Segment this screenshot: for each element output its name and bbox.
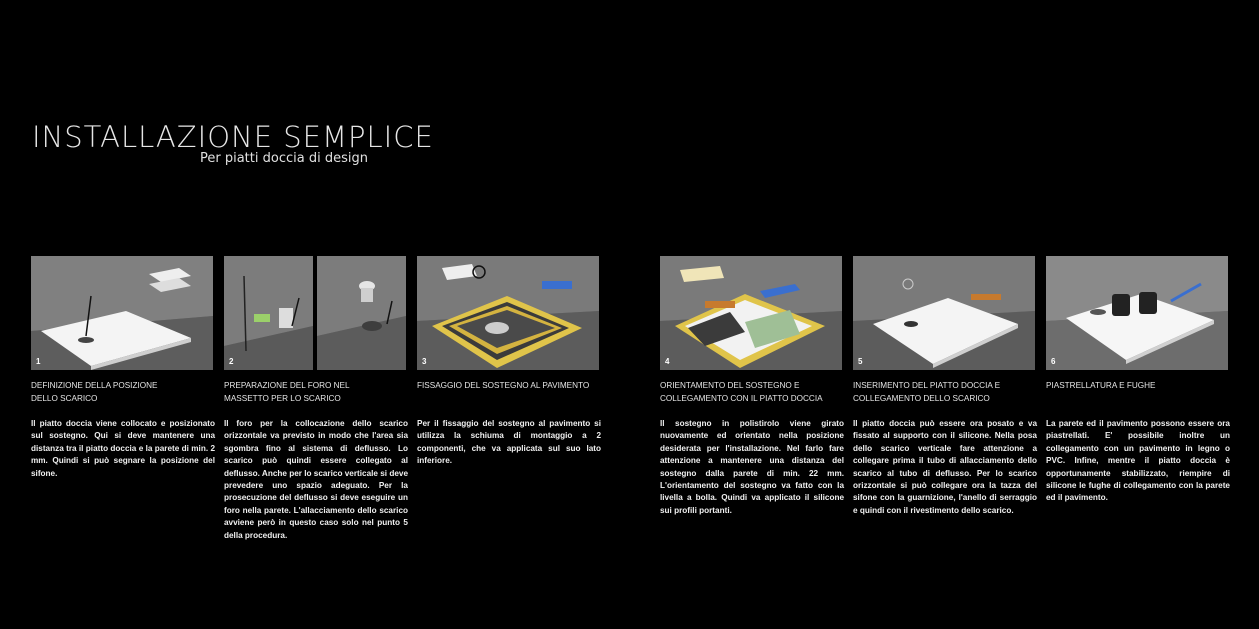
step-1-illustration [31, 256, 213, 370]
step-2-illustration-a [224, 256, 313, 370]
step-1-heading-line2: DELLO SCARICO [31, 393, 98, 403]
step-6-illustration [1046, 256, 1228, 370]
step-6-heading-line1: PIASTRELLATURA E FUGHE [1046, 381, 1156, 390]
step-4-text: Il sostegno in polistirolo viene girato nuovamente ed orientato nella posizione desiderata per l'installazione. Nel farlo fare attenzione a mantenere una distanza del sostegno dalla parete di min. 22 mm. L'orientamento del sostegno va fatto con la livella a bolla. Quindi va applicato il silicone sui profili portanti. [660, 419, 844, 515]
step-2-heading [224, 380, 409, 405]
step-2-heading-line1: PREPARAZIONE DEL FORO NEL [224, 381, 350, 390]
step-4-heading-line1: ORIENTAMENTO DEL SOSTEGNO E [660, 381, 800, 390]
page-title: INSTALLAZIONE SEMPLICE [32, 120, 434, 154]
step-1-heading [31, 380, 216, 405]
step-3-illustration [417, 256, 599, 370]
step-3-number: 3 [422, 357, 427, 366]
step-1-text: Il piatto doccia viene collocato e posizionato sul sostegno. Qui si deve mantenere una distanza tra il piatto doccia e la parete di min. 2 mm. Quindi si può segnare la posizione del sifone. [31, 419, 215, 478]
step-5-number: 5 [858, 357, 863, 366]
step-2-text: Il foro per la collocazione dello scarico orizzontale va previsto in modo che l'area sia sgombra fino al sistema di deflusso. Lo scarico può quindi essere collegato al deflusso. Anche per lo scarico verticale si deve prevedere uno spazio adeguato. Per la prosecuzione del deflusso si deve eseguire un foro nella parete. L'allacciamento dello scarico avviene però in questo caso solo nel punto 5 della procedura. [224, 419, 408, 540]
step-6-text: La parete ed il pavimento possono essere ora piastrellati. E' possibile inoltre un collegamento con un pavimento in legno o PVC. Infine, mentre il piatto doccia è opportunamente stabilizzato, riempire di silicone le fughe di collegamento con la parete ed il pavimento. [1046, 419, 1230, 503]
step-5-illustration [853, 256, 1035, 370]
step-2-illustration-b [317, 256, 406, 370]
step-5-heading-line2: COLLEGAMENTO DELLO SCARICO [853, 393, 990, 403]
step-1-heading-line1: DEFINIZIONE DELLA POSIZIONE [31, 381, 158, 390]
step-5-text: Il piatto doccia può essere ora posato e va fissato al supporto con il silicone. Nella posa dello scarico verticale fare attenzione a collegare prima il tubo di allacciamento dello scarico al tubo di deflusso. Per lo scarico orizzontale si può collegare ora la tazza del sifone con la guarnizione, l'anello di serraggio e quindi con il rivestimento dello scarico. [853, 419, 1037, 515]
page-subtitle: Per piatti doccia di design [200, 151, 368, 166]
step-1-number: 1 [36, 357, 41, 366]
step-4-illustration [660, 256, 842, 370]
step-4-heading-line2: COLLEGAMENTO CON IL PIATTO DOCCIA [660, 393, 823, 403]
step-6-number: 6 [1051, 357, 1056, 366]
step-6-heading [1046, 380, 1231, 393]
step-3-heading [417, 380, 602, 393]
step-3-heading-line1: FISSAGGIO DEL SOSTEGNO AL PAVIMENTO [417, 381, 590, 390]
step-2-number: 2 [229, 357, 234, 366]
step-3-text: Per il fissaggio del sostegno al pavimento si utilizza la schiuma di montaggio a 2 componenti, che va applicata sul suo lato inferiore. [417, 419, 601, 466]
step-4-number: 4 [665, 357, 670, 366]
step-2-heading-line2: MASSETTO PER LO SCARICO [224, 393, 341, 403]
step-4-heading [660, 380, 845, 405]
step-5-heading [853, 380, 1038, 405]
step-5-heading-line1: INSERIMENTO DEL PIATTO DOCCIA E [853, 381, 1001, 390]
